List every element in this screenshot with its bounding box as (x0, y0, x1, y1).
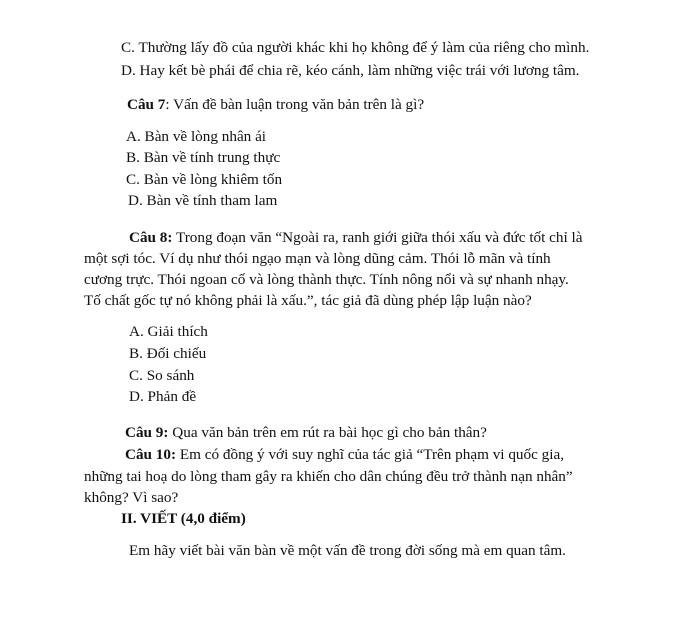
question-7 (127, 95, 424, 115)
question-9-label: Câu 9: (125, 424, 169, 441)
question-8-label: Câu 8: (129, 229, 173, 246)
q8-option-b: B. Đối chiếu (129, 345, 207, 362)
essay-prompt: Em hãy viết bài văn bàn về một vấn đề trong đời sống mà em quan tâm. (129, 542, 566, 559)
question-8-line-4: Tố chất gốc tự nó không phải là xấu.”, tác giả đã dùng phép lập luận nào? (84, 292, 532, 309)
section-title: II. VIẾT (4,0 điểm) (121, 510, 246, 527)
q7-option-a: A. Bàn về lòng nhân ái (126, 128, 267, 145)
q7-option-b: B. Bàn về tính trung thực (126, 149, 281, 166)
question-9 (125, 423, 487, 443)
question-10-line-1 (125, 445, 564, 465)
question-9-text: Qua văn bản trên em rút ra bài học gì cho bản thân? (168, 424, 487, 441)
question-8-text: Trong đoạn văn “Ngoài ra, ranh giới giữa thói xấu và đức tốt chỉ là (172, 229, 583, 246)
question-8-line-3: cương trực. Thói ngoan cố và lòng thành thực. Tính nông nổi và sự nhanh nhạy. (84, 271, 569, 288)
question-8-line-1 (129, 228, 582, 248)
question-10-line-3: không? Vì sao? (84, 489, 179, 506)
question-10-text: Em có đồng ý với suy nghĩ của tác giả “Trên phạm vi quốc gia, (176, 446, 564, 463)
q8-option-a: A. Giải thích (129, 323, 208, 340)
question-10-line-2: những tai hoạ do lòng tham gây ra khiến cho dân chúng đều trở thành nạn nhân” (84, 468, 573, 485)
question-10-label: Câu 10: (125, 446, 177, 463)
q7-option-d: D. Bàn về tính tham lam (128, 192, 278, 209)
q8-option-c: C. So sánh (129, 367, 195, 384)
question-8-line-2: một sợi tóc. Ví dụ như thói ngạo mạn và lòng dũng cảm. Thói lỗ mãn và tính (84, 250, 551, 267)
question-7-label: Câu 7 (127, 96, 166, 113)
q7-option-c: C. Bàn về lòng khiêm tốn (126, 171, 283, 188)
q8-option-d: D. Phản đề (129, 388, 197, 405)
option-c-prev: C. Thường lấy đồ của người khác khi họ không để ý làm của riêng cho mình. (121, 39, 590, 56)
question-7-text: : Vấn đề bàn luận trong văn bản trên là gì? (165, 96, 425, 113)
option-d-prev: D. Hay kết bè phái để chia rẽ, kéo cánh, làm những việc trái với lương tâm. (121, 62, 580, 79)
